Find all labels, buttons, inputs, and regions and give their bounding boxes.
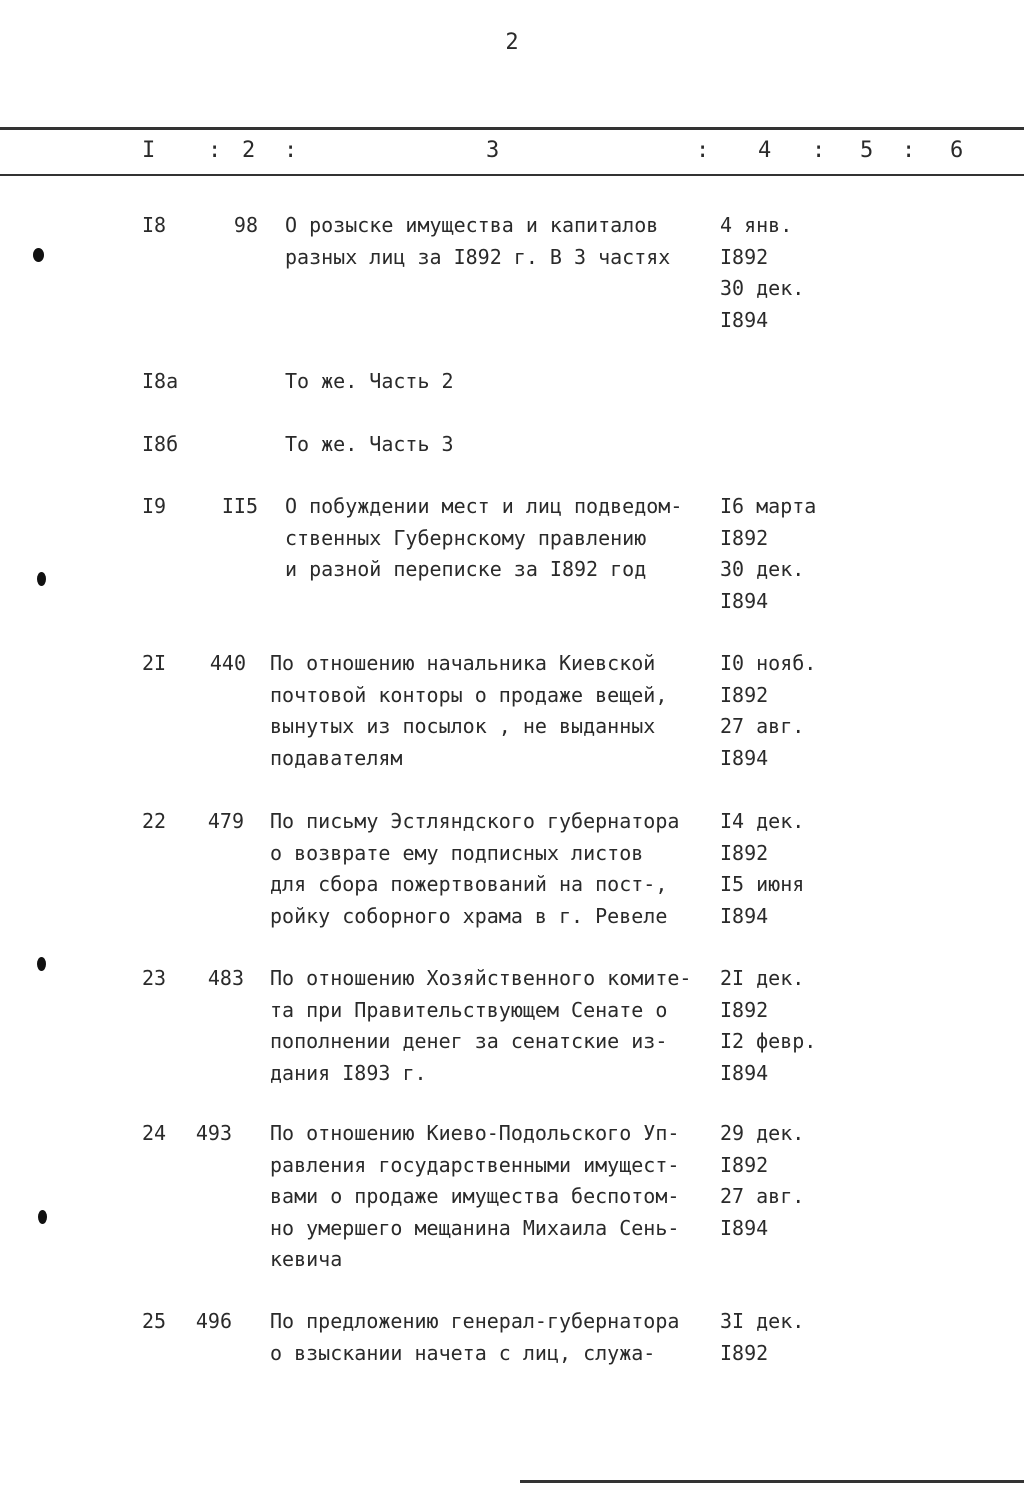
- date-line: 4 янв.: [720, 213, 793, 237]
- binder-hole-mark: [37, 957, 46, 971]
- description-line: подавателям: [270, 745, 403, 770]
- header-col-6: 6: [950, 138, 964, 163]
- description-line: для сбора пожертвований на пост-,: [270, 872, 668, 896]
- row-dates: [720, 963, 880, 1089]
- date-line: I892: [720, 682, 769, 707]
- bottom-edge-line: [520, 1480, 1024, 1483]
- description-line: ственных Губернскому правлению: [285, 525, 647, 550]
- date-line: 29 дек.: [720, 1121, 805, 1145]
- description-line: о возврате ему подписных листов: [270, 840, 644, 865]
- row-description: [270, 806, 715, 932]
- row-description: [270, 963, 715, 1089]
- header-rule: [0, 174, 1024, 176]
- row-number: I9: [142, 494, 167, 518]
- row-number: 24: [142, 1121, 167, 1145]
- description-line: То же. Часть 3: [285, 432, 454, 456]
- description-line: и разной переписке за I892 год: [285, 557, 647, 581]
- row-description: [270, 648, 715, 774]
- date-line: I5 июня: [720, 872, 805, 896]
- row-number: 23: [142, 966, 167, 990]
- row-number: 2I: [142, 651, 167, 675]
- description-line: По письму Эстляндского губернатора: [270, 809, 680, 833]
- description-line: вами о продаже имущества беспотом-: [270, 1184, 680, 1208]
- description-line: почтовой конторы о продаже вещей,: [270, 682, 668, 707]
- date-line: I892: [720, 525, 769, 550]
- row-number: 25: [142, 1309, 167, 1333]
- description-line: То же. Часть 2: [285, 369, 454, 393]
- date-line: 30 дек.: [720, 557, 805, 581]
- description-line: равления государственными имущест-: [270, 1152, 680, 1177]
- row-code: 483: [207, 966, 244, 990]
- description-line: По отношению начальника Киевской: [270, 651, 656, 675]
- row-code: 493: [195, 1121, 232, 1145]
- row-dates: [720, 1306, 880, 1369]
- date-line: 27 авг.: [720, 714, 805, 738]
- description-line: о взыскании начета с лиц, служа-: [270, 1340, 656, 1365]
- description-line: дания I893 г.: [270, 1060, 427, 1085]
- description-line: По отношению Киево-Подольского Уп-: [270, 1121, 680, 1145]
- row-code: 98: [233, 213, 258, 237]
- date-line: I892: [720, 840, 769, 865]
- description-line: вынутых из посылок , не выданных: [270, 714, 656, 738]
- header-sep: :: [696, 138, 710, 163]
- description-line: О побуждении мест и лиц подведом-: [285, 494, 683, 518]
- date-line: 30 дек.: [720, 276, 805, 300]
- row-number: 22: [142, 809, 167, 833]
- binder-hole-mark: [37, 572, 46, 586]
- date-line: I2 февр.: [720, 1029, 817, 1053]
- header-sep: :: [812, 138, 826, 163]
- row-dates: [720, 210, 880, 336]
- row-description: [285, 366, 730, 398]
- header-col-5: 5: [860, 138, 874, 163]
- header-col-1: I: [142, 138, 156, 163]
- top-rule: [0, 127, 1024, 130]
- date-line: I4 дек.: [720, 809, 805, 833]
- row-number: I8: [142, 213, 167, 237]
- row-code: 496: [195, 1309, 232, 1333]
- date-line: I894: [720, 1060, 769, 1085]
- row-dates: [720, 491, 880, 617]
- description-line: разных лиц за I892 г. В 3 частях: [285, 244, 671, 269]
- binder-hole-mark: [33, 248, 44, 262]
- row-dates: [720, 648, 880, 774]
- header-col-3: 3: [486, 138, 500, 163]
- date-line: I894: [720, 588, 769, 613]
- date-line: I892: [720, 1340, 769, 1365]
- description-line: кевича: [270, 1247, 343, 1271]
- row-dates: [720, 806, 880, 932]
- description-line: ройку соборного храма в г. Ревеле: [270, 903, 668, 928]
- description-line: По отношению Хозяйственного комите-: [270, 966, 692, 990]
- table-header: [0, 138, 1024, 170]
- page-number: 2: [505, 30, 519, 55]
- date-line: I894: [720, 745, 769, 770]
- date-line: I892: [720, 997, 769, 1022]
- description-line: По предложению генерал-губернатора: [270, 1309, 680, 1333]
- row-description: [285, 491, 730, 586]
- date-line: I0 нояб.: [720, 651, 817, 675]
- date-line: 27 авг.: [720, 1184, 805, 1208]
- row-number: I8а: [142, 369, 179, 393]
- description-line: но умершего мещанина Михаила Сень-: [270, 1215, 680, 1240]
- date-line: I892: [720, 244, 769, 269]
- date-line: I894: [720, 1215, 769, 1240]
- row-code: 479: [207, 809, 244, 833]
- date-line: I892: [720, 1152, 769, 1177]
- description-line: пополнении денег за сенатские из-: [270, 1029, 668, 1053]
- binder-hole-mark: [38, 1210, 47, 1224]
- row-dates: [720, 1118, 880, 1244]
- description-line: О розыске имущества и капиталов: [285, 213, 659, 237]
- row-description: [285, 210, 730, 273]
- date-line: I894: [720, 903, 769, 928]
- header-sep: :: [284, 138, 298, 163]
- row-number: I8б: [142, 432, 179, 456]
- row-description: [285, 429, 730, 461]
- description-line: та при Правительствующем Сенате о: [270, 997, 668, 1022]
- date-line: 2I дек.: [720, 966, 805, 990]
- row-description: [270, 1306, 715, 1369]
- date-line: I6 марта: [720, 494, 817, 518]
- row-code: II5: [221, 494, 258, 518]
- header-col-4: 4: [758, 138, 772, 163]
- date-line: I894: [720, 307, 769, 332]
- header-sep: :: [902, 138, 916, 163]
- header-col-2: 2: [242, 138, 256, 163]
- row-description: [270, 1118, 715, 1276]
- row-code: 440: [209, 651, 246, 675]
- date-line: 3I дек.: [720, 1309, 805, 1333]
- header-sep: :: [208, 138, 222, 163]
